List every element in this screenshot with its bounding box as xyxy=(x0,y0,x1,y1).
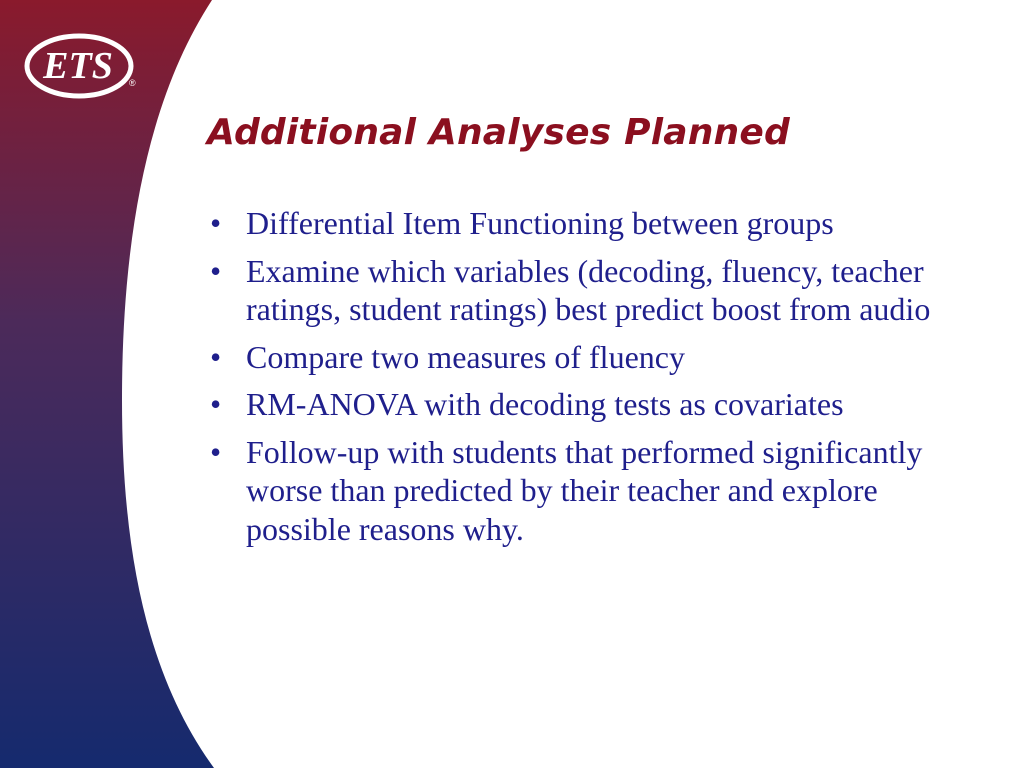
bullet-text: Follow-up with students that performed significantly worse than predicted by their teacher and explore possible reasons why. xyxy=(246,433,923,547)
bullet-dot-icon: • xyxy=(210,433,222,470)
slide-title: Additional Analyses Planned xyxy=(207,112,790,153)
bullet-text: RM-ANOVA with decoding tests as covariates xyxy=(246,386,844,422)
bullet-item xyxy=(208,433,988,549)
bullet-dot-icon: • xyxy=(210,205,222,241)
bullet-item xyxy=(208,385,988,424)
bullet-dot-icon: • xyxy=(210,338,222,375)
ets-logo xyxy=(22,26,140,104)
bullet-text: Examine which variables (decoding, fluency, teacher ratings, student ratings) best predict boost from audio xyxy=(246,252,931,327)
svg-text:®: ® xyxy=(129,78,136,88)
bullet-item xyxy=(208,338,988,377)
bullet-item xyxy=(208,252,988,329)
svg-text:ETS: ETS xyxy=(43,45,113,87)
bullet-item xyxy=(208,204,988,243)
bullet-text: Compare two measures of fluency xyxy=(246,338,685,375)
bullet-dot-icon: • xyxy=(210,386,222,422)
bullet-text: Differential Item Functioning between groups xyxy=(246,205,834,241)
bullet-list xyxy=(208,204,988,557)
bullet-dot-icon: • xyxy=(210,252,222,289)
